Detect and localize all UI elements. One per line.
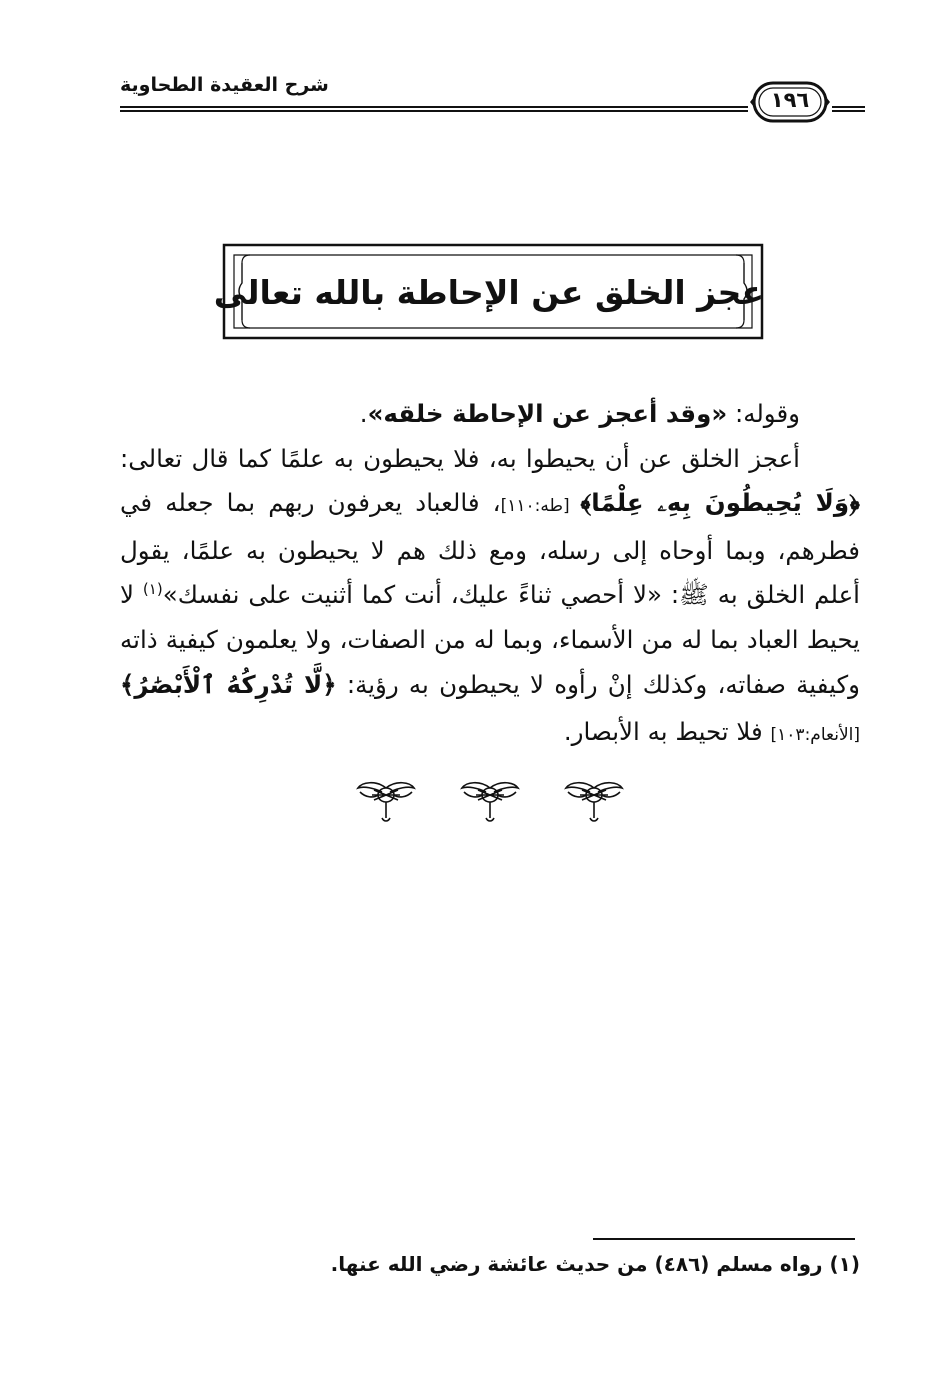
section-ornaments xyxy=(354,778,626,828)
paragraph-part-c: لا يحيط العباد بما له من الأسماء، وبما له من الصفات، ولا يعلمون كيفية ذاته وكيفية صفاته، وكذلك إنْ رأوه لا يحيطون به رؤية: xyxy=(120,580,860,699)
footnote-marker[interactable]: (١) xyxy=(142,580,163,599)
header-double-rule xyxy=(120,106,748,108)
footnote-separator xyxy=(593,1238,855,1240)
intro-line xyxy=(120,392,860,437)
paragraph-part-d: فلا تحيط به الأبصار. xyxy=(563,717,771,747)
fleuron-ornament-icon xyxy=(562,778,626,826)
fleuron-ornament-icon xyxy=(458,778,522,826)
fleuron-ornament-icon xyxy=(354,778,418,826)
chapter-heading-frame xyxy=(213,243,764,340)
running-header xyxy=(120,70,865,126)
verse-2-reference: [الأنعام:١٠٣] xyxy=(770,725,860,746)
book-title: شرح العقيدة الطحاوية xyxy=(120,74,329,96)
page-number-cartouche xyxy=(748,80,832,124)
intro-prefix: وقوله: xyxy=(727,399,800,428)
paragraph-part-a: أعجز الخلق عن أن يحيطوا به، فلا يحيطون به علمًا كما قال تعالى: xyxy=(120,443,800,473)
chapter-title: عجز الخلق عن الإحاطة بالله تعالى xyxy=(213,273,764,312)
main-text xyxy=(120,392,860,758)
intro-end: . xyxy=(359,399,368,428)
footnote-text: (١) رواه مسلم (٤٨٦) من حديث عائشة رضي الله عنها. xyxy=(330,1252,860,1276)
page-number: ١٩٦ xyxy=(770,88,810,112)
intro-quote: «وقد أعجز عن الإحاطة خلقه» xyxy=(367,399,728,428)
explanation-paragraph xyxy=(120,437,860,758)
verse-1-reference: [طه:١١٠] xyxy=(500,496,581,517)
paragraph-part-b: ، فالعباد يعرفون ربهم بما جعله في فطرهم، وبما أوحاه إلى رسله، ومع ذلك هم لا يحيطون به علمًا، يقول أعلم الخلق به ﷺ: «لا أحصي ثناءً عليك، أنت كما أثنيت على نفسك» xyxy=(120,488,860,610)
quran-verse-1: ﴿وَلَا يُحِيطُونَ بِهِۦ عِلْمًا﴾ xyxy=(580,488,860,518)
quran-verse-2: ﴿لَّا تُدْرِكُهُ ٱلْأَبْصَٰرُ﴾ xyxy=(120,669,337,699)
header-double-rule-right xyxy=(832,106,865,108)
